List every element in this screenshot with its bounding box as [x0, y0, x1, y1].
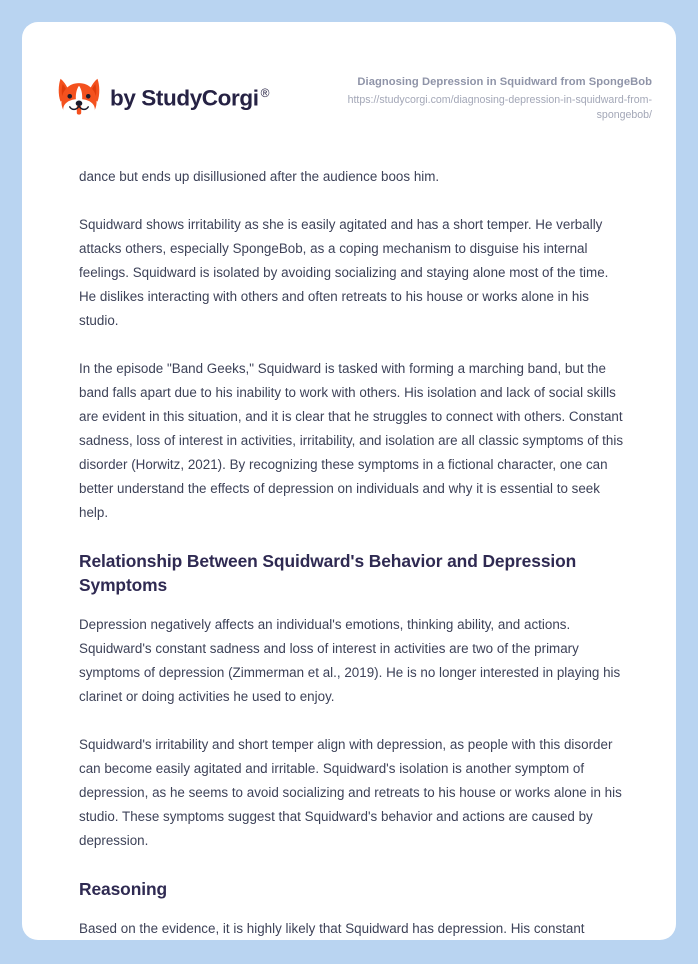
- document-card: [22, 22, 676, 940]
- brand-name-text: by StudyCorgi: [110, 85, 259, 111]
- document-title: Diagnosing Depression in Squidward from SpongeBob: [357, 76, 652, 88]
- brand-name: [110, 87, 269, 110]
- document-body: [22, 165, 676, 940]
- body-paragraph: Depression negatively affects an individual's emotions, thinking ability, and actions. Squidward's constant sadness and loss of interest in activities are two of the primary symptoms of depression (Zimmerman et al., 2019). He is no longer interested in playing his clarinet or doing activities he used to enjoy.: [79, 617, 621, 705]
- body-paragraph: dance but ends up disillusioned after the audience boos him.: [79, 169, 440, 185]
- registered-trademark-icon: ®: [260, 86, 270, 100]
- body-paragraph: Based on the evidence, it is highly likely that Squidward has depression. His constant: [79, 921, 585, 937]
- document-header: [22, 22, 676, 123]
- corgi-head-icon: [57, 76, 101, 121]
- document-meta: [302, 74, 652, 123]
- section-heading: Reasoning: [79, 879, 167, 900]
- body-paragraph: In the episode "Band Geeks," Squidward is tasked with forming a marching band, but the band falls apart due to his inability to work with others. His isolation and lack of social skills are evident in this situation, and it is clear that he struggles to connect with others. Constant sadness, loss of interest in activities, irritability, and isolation are all classic symptoms of this disorder (Horwitz, 2021). By recognizing these symptoms in a fictional character, one can better understand the effects of depression on individuals and why it is essential to seek help.: [79, 361, 624, 521]
- brand-logo-block[interactable]: [57, 74, 269, 121]
- body-paragraph: Squidward's irritability and short temper align with depression, as people with this disorder can become easily agitated and irritable. Squidward's isolation is another symptom of depression, as he seems to avoid socializing and retreats to his house or works alone in his studio. These symptoms suggest that Squidward's behavior and actions are caused by depression.: [79, 737, 622, 849]
- section-heading: Relationship Between Squidward's Behavior and Depression Symptoms: [79, 551, 577, 596]
- document-url[interactable]: https://studycorgi.com/diagnosing-depression-in-squidward-from-spongebob/: [347, 94, 652, 122]
- body-paragraph: Squidward shows irritability as she is easily agitated and has a short temper. He verbally attacks others, especially SpongeBob, as a coping mechanism to disguise his internal feelings. Squidward is isolated by avoiding socializing and staying alone most of the time. He dislikes interacting with others and often retreats to his house or works alone in his studio.: [79, 217, 609, 329]
